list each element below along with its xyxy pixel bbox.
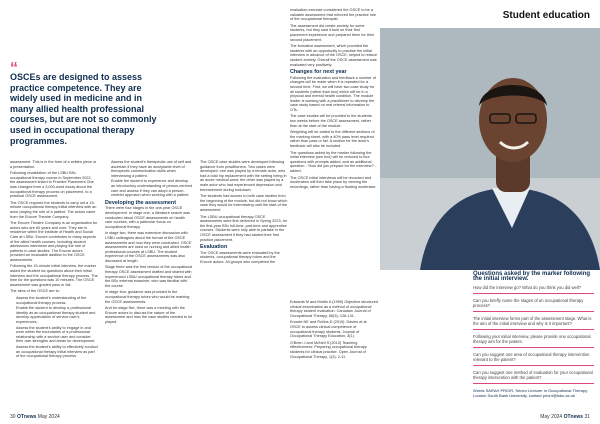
footer-right bbox=[540, 414, 590, 420]
question-item: Can you suggest one area of occupational therapy intervention relevant to the patient? bbox=[473, 352, 594, 366]
sidebar-title: Questions asked by the marker following the initial interview. bbox=[473, 271, 591, 282]
subheading: Evaluation bbox=[200, 244, 228, 251]
paragraph: Stage three was the first version of the occupational therapy OSCE assessment drafted and shared with experienced LSBU occupational therapy tutors and the BSc external examiner, who was familiar with the course. bbox=[105, 265, 193, 288]
list-item: • Assess the student's ability to engage in and work within the boundaries of a professional relationship with a service user and consider their own strengths and areas for development. bbox=[16, 326, 98, 344]
aims-list-continued bbox=[111, 160, 193, 198]
question-item: Can you suggest one method of evaluation for your occupational therapy intervention with the patient? bbox=[473, 370, 594, 384]
paragraph: The LSBU occupational therapy OSCE assessments were first delivered in Spring 2023, for the first-year BSc full-time, part-time and apprentice courses. Students were only able to partake in the OSCE assessment if they had started their first practice placement. bbox=[200, 214, 288, 242]
portrait-illustration bbox=[380, 28, 600, 270]
quote-mark-icon: “ bbox=[10, 60, 18, 77]
article-column-2 bbox=[105, 160, 193, 404]
question-item: How did the interview go? What do you think you did well? bbox=[473, 285, 594, 294]
paragraph: The OSCE required the students to carry out a 15-minute occupational therapy initial interview with an actor playing the role of a patient. The actors came from the Encore Theatre Company. bbox=[10, 200, 97, 219]
section-title: Student education bbox=[502, 10, 590, 21]
paragraph: The case studies will be provided to the students two weeks before the OSCE assessment, rather than at the start of the module. bbox=[290, 114, 372, 128]
publication-name: OTnews bbox=[563, 414, 584, 420]
paragraph: And for stage five, there was a meeting with the Encore actors to discuss the nature of the assessment and how the case studies needed to be played. bbox=[105, 306, 193, 324]
aims-list bbox=[16, 296, 98, 359]
list-item: • Enable the student to experience and develop an introductory understanding of person-centred care and assess if they can adopt a person-centred approach when working with a patient. bbox=[111, 179, 193, 197]
paragraph: Following revalidation of the LSBU BSc occupational therapy course in September 2022, the assessment linked to Practice Placement One was changed from a 3,000-word essay about the occupational therapy process on placement, to a practical OSCE assessment. bbox=[10, 171, 94, 199]
page-number: 31 bbox=[584, 414, 590, 420]
subheading: Changes for next year bbox=[290, 69, 347, 76]
paragraph: The questions asked by the marker following the initial interview (see box) will be reduced to four questions with prompts added, and an additional question - 'How did you prepare for the interview?' - added. bbox=[290, 150, 377, 173]
page-number: 30 bbox=[10, 414, 16, 420]
list-item: • Assess the student's ability to effectively conduct an occupational therapy initial interview as part of the occupational therapy process. bbox=[16, 345, 98, 359]
paragraph: The students had access to both case studies from the beginning of the module, but did not know which case they would be interviewing until the start of the assessment. bbox=[200, 194, 288, 212]
subheading: Developing the assessment bbox=[105, 199, 177, 206]
paragraph: In stage two, there was extensive discussion with LSBU colleagues about the format of the OSCE assessments and how they were conducted. OSCE assessments are used on nursing and allied health professional courses at LSBU. The student experience of the OSCE assessments was also discussed at length. bbox=[105, 231, 192, 263]
article-column-4 bbox=[290, 8, 378, 298]
paragraph: Weighting will be added to the different sections of the marking sheet, with a 40% pass level required rather than pass or fail. A section for the actor's feedback will also be included. bbox=[290, 130, 375, 149]
references bbox=[290, 300, 378, 404]
list-item: • Assess the student's therapeutic use of self and ascertain if they have an acceptable level of therapeutic communication skills when interviewing a patient. bbox=[111, 160, 193, 178]
paragraph: The assessment did create anxiety for some students, but they said it built on their first placement experience and prepared them for their second placement. bbox=[290, 23, 375, 42]
paragraph: The Encore Theatre Company is an organisation for actors who are 60 years and over. They are in residence within the Institute of Health and Social Care at LSBU. Encore contributes to many aspects of the allied health courses, including student admissions interviews and playing the role of patients in case studies. The Encore actors provided an invaluable addition to the OSCE assessments. bbox=[10, 221, 98, 262]
list-item: • Assess the student's understanding of the occupational therapy process. bbox=[16, 296, 98, 305]
paragraph: The OSCE assessments were evaluated by the students, occupational therapy tutors and the Encore actors. All groups who completed the bbox=[200, 250, 280, 264]
questions-sidebar bbox=[473, 272, 594, 398]
question-item: Can you briefly name the stages of an occupational therapy process? bbox=[473, 298, 594, 312]
reference: O'Brien J and McNeil S (2013) Teaching effectiveness: Preparing occupational therapy students for clinical practice. Open Journal of Occupational Therapy, 1(3): 2-11. bbox=[290, 340, 367, 359]
article-column-3 bbox=[200, 160, 288, 404]
paragraph: There were four stages in the one-year OSCE development. In stage one, a literature search was conducted about OSCE assessments on health care courses, with a particular focus on occupational therapy. bbox=[105, 206, 191, 229]
publication-name: OTnews bbox=[16, 414, 37, 420]
question-item: Following your initial interview, please provide one occupational therapy aim for the patient. bbox=[473, 334, 594, 348]
paragraph: The formative assessment, which provided the students with an opportunity to practise the initial interview in advance of the OSCE, helped to reduce student anxiety. Overall the OSCE assessment was evaluated very positively. bbox=[290, 44, 378, 67]
reference: Edwards M and Martin A (1999) Objective structured clinical examination as a method of occupational therapy student evaluation. Canadian Journal of Occupational Therapy, 66(3): 128-131. bbox=[290, 300, 378, 318]
author-credit: Words SARAH PRIOR, Senior Lecturer in Occupational Therapy, London South Bank University, contact prior4@lsbu.ac.uk bbox=[473, 388, 588, 398]
paragraph: In stage four, guidance was provided to the occupational therapy tutors who would be marking the OSCE assessments. bbox=[105, 290, 190, 304]
question-item: The initial interview forms part of the assessment stage. What is the aim of the initial interview and why is it important? bbox=[473, 316, 594, 330]
paragraph: Following the 15-minute initial interview, the marker asked the student six questions about their initial interview and the occupational therapy process. The time for the questions was 10 minutes. The OSCE assessment was graded pass or fail. bbox=[10, 264, 98, 287]
list-item: • Enable the student to develop a professional identity as an occupational therapy student and develop appreciation of service user's experiences. bbox=[16, 306, 98, 324]
paragraph: Following the evaluation and feedback a number of changes will be made when it is repeated for a second time. First, we will have two case study for all students (rather than two) which will be in a physical and mental health condition. The module leader is working with a practitioner to develop the case study based on real referral information to OTs. bbox=[290, 75, 376, 112]
footer-left bbox=[10, 414, 60, 420]
paragraph: The OSCE initial interviews will be recorded and moderation will then take place by viewing the recordings, rather than having a floating moderator. bbox=[290, 175, 377, 189]
author-photo bbox=[380, 28, 600, 270]
reference: Knowle NE and Rollins D (2019). Davies et al: OSCE to assess clinical competence of occupational therapy students. Journal of Occupational Therapy Education, 3(1). bbox=[290, 320, 368, 339]
paragraph: The OSCE case studies were developed following guidance from practitioners. Two cases were developed: one was played by a female actor, who had a total hip replacement with the setting being in an acute medical ward; the other was played by a male actor who had experienced depression and bereavement during lockdown. bbox=[200, 160, 287, 192]
issue-date: May 2024 bbox=[540, 414, 563, 420]
paragraph: The aims of the OSCE are to: bbox=[10, 289, 60, 294]
issue-date: May 2024 bbox=[37, 414, 60, 420]
paragraph: assessment. This is in the form of a written piece or a presentation. bbox=[10, 160, 97, 169]
paragraph: evaluation exercise considered the OSCE to be a valuable assessment that mirrored the practice role of the occupational therapist. bbox=[290, 8, 377, 22]
article-column-1 bbox=[10, 160, 98, 404]
pull-quote: OSCEs are designed to assess practice competence. They are widely used in medicine and in many allied health professional courses, but are not so commonly used in occupational therapy programmes. bbox=[10, 72, 157, 146]
